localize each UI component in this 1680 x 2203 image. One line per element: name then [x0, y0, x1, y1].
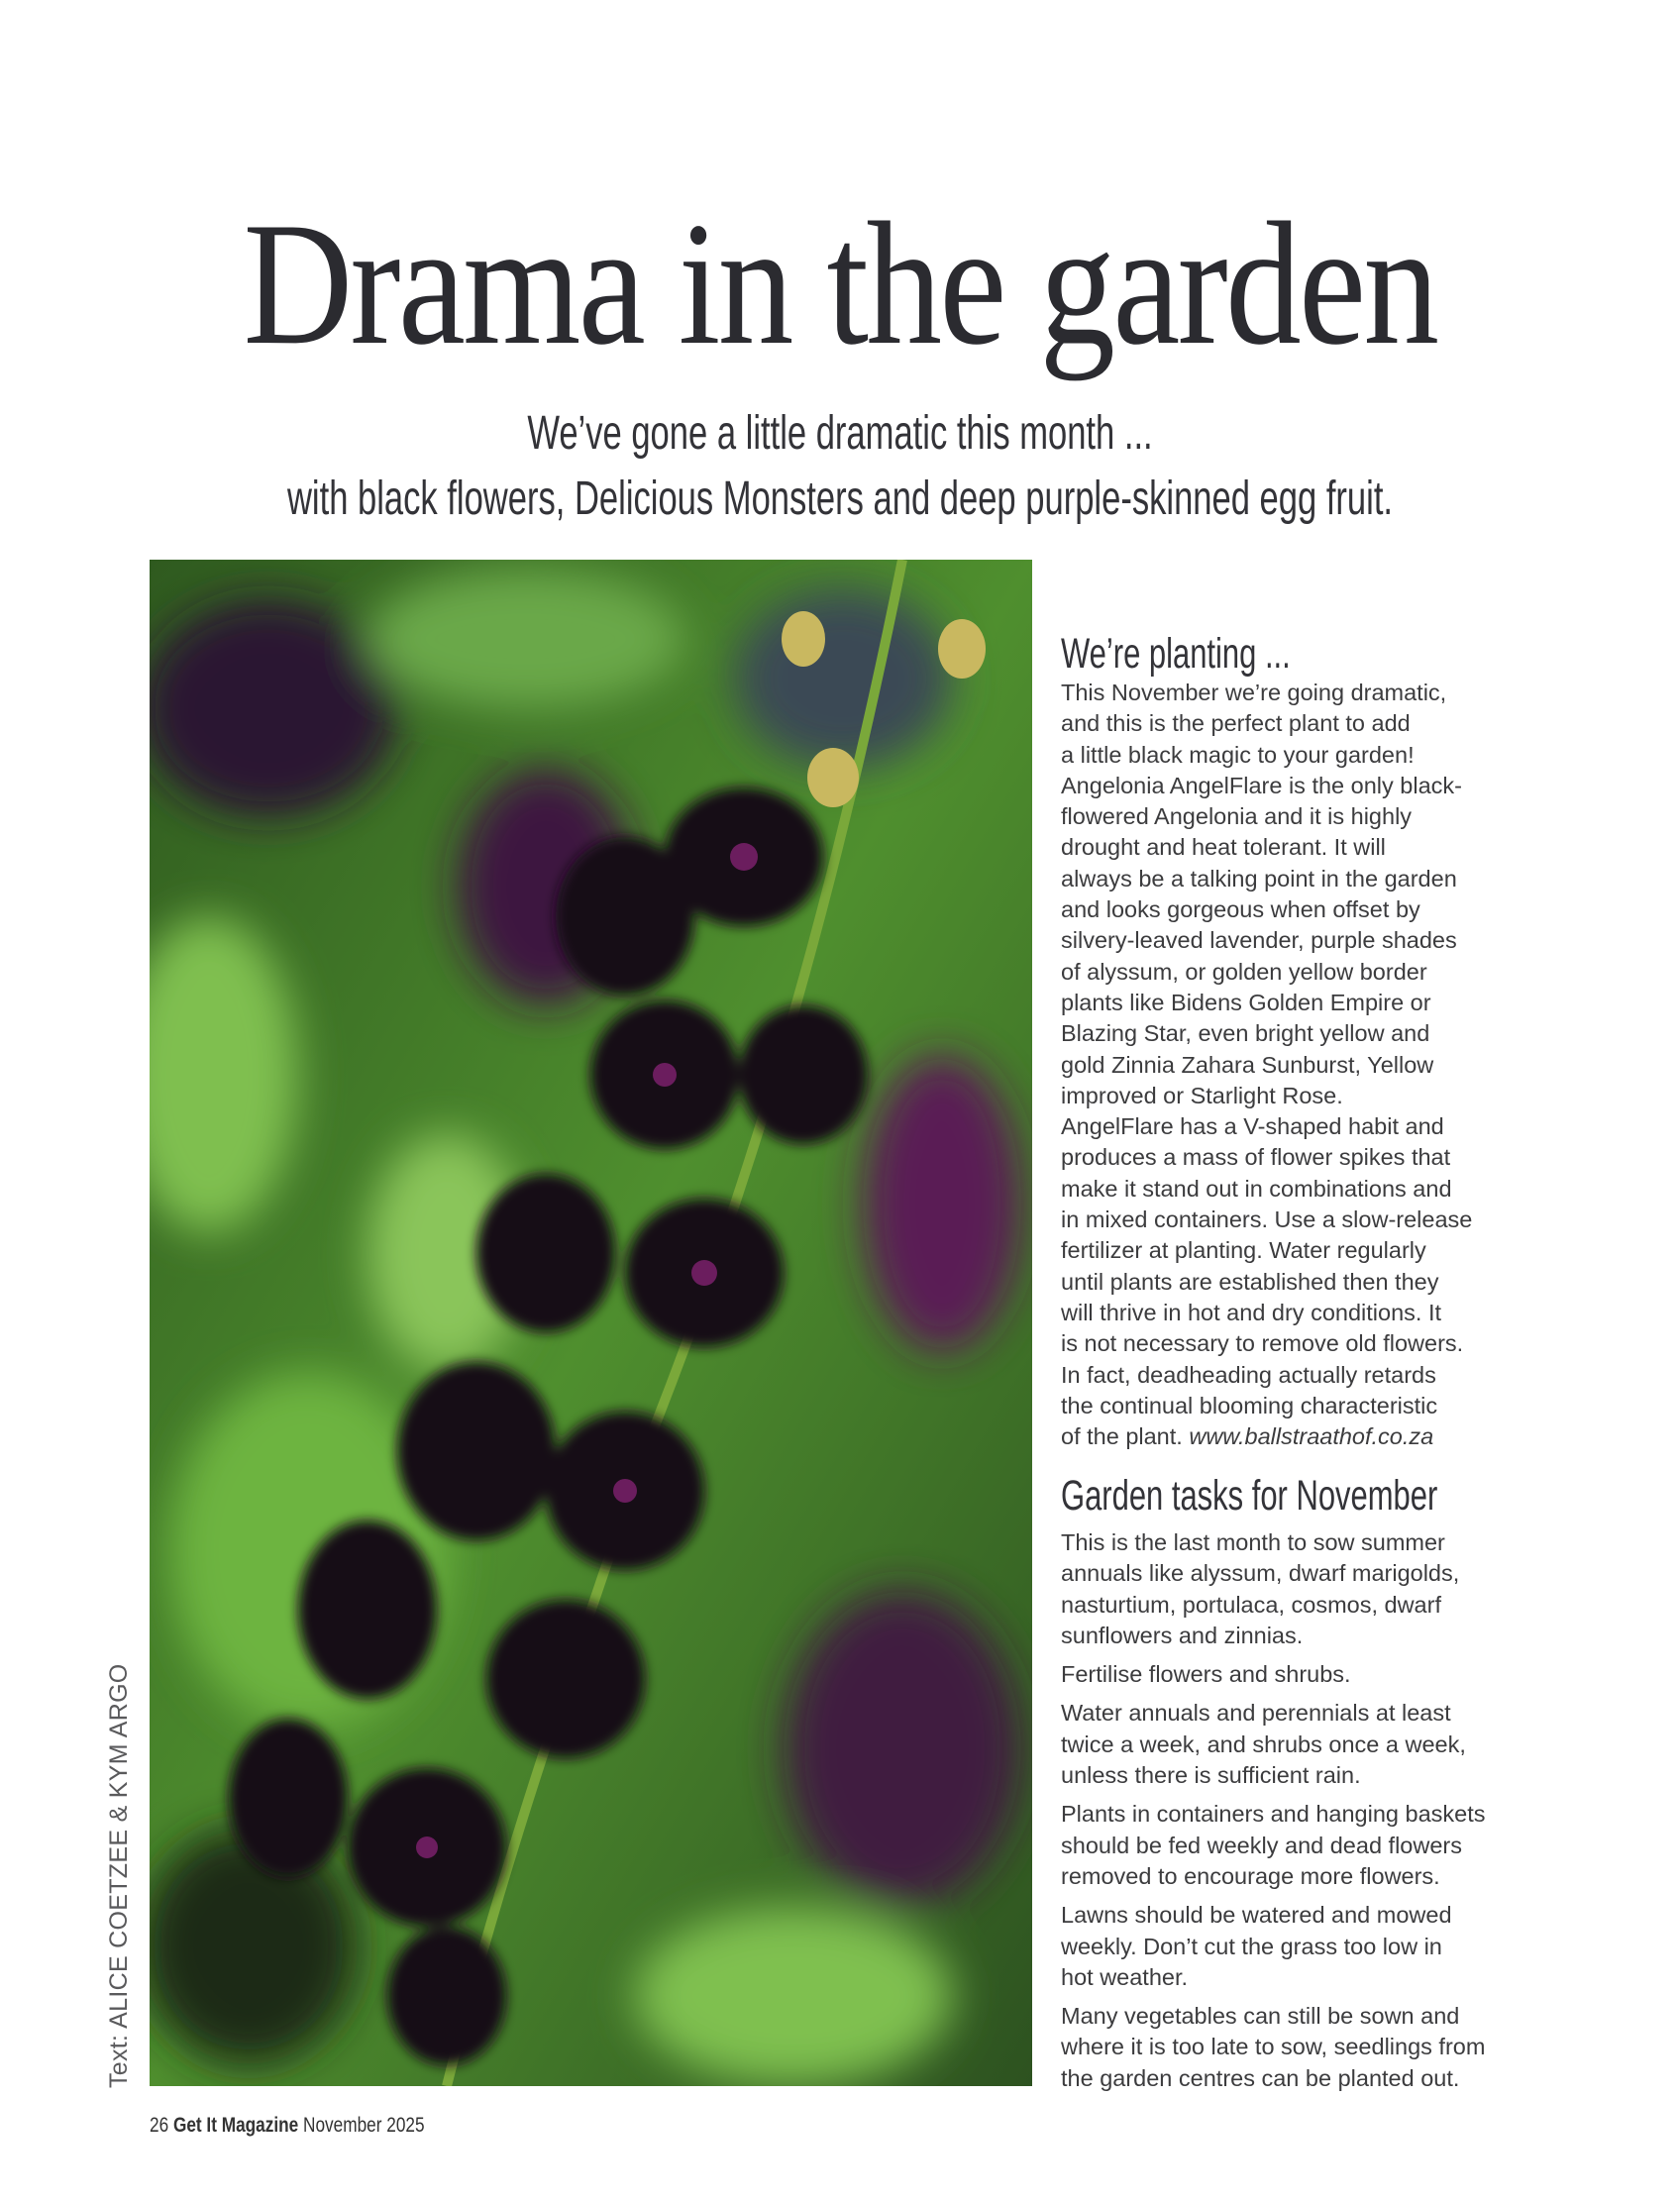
page-footer — [150, 2114, 425, 2138]
page-number: 26 — [150, 2114, 169, 2137]
task-line: Plants in containers and hanging baskets — [1061, 1801, 1486, 1828]
page-title: Drama in the garden — [243, 185, 1437, 381]
planting-line-text: gold Zinnia Zahara Sunburst, Yellow — [1061, 1051, 1434, 1078]
planting-line-text: always be a talking point in the garden — [1061, 865, 1457, 892]
planting-line — [1061, 1174, 1556, 1205]
planting-body — [1061, 678, 1556, 1452]
task-line: where it is too late to sow, seedlings from — [1061, 2034, 1486, 2060]
planting-line-text: is not necessary to remove old flowers. — [1061, 1330, 1464, 1357]
planting-line — [1061, 1018, 1556, 1049]
planting-line — [1061, 864, 1556, 894]
task-line: Many vegetables can still be sown and — [1061, 2003, 1460, 2030]
planting-line — [1061, 1298, 1556, 1328]
planting-line-text: will thrive in hot and dry conditions. It — [1061, 1299, 1442, 1325]
task-line: hot weather. — [1061, 1963, 1189, 1990]
planting-heading: We’re planting ... — [1061, 630, 1291, 678]
task-line: nasturtium, portulaca, cosmos, dwarf — [1061, 1591, 1441, 1618]
planting-line — [1061, 1235, 1556, 1266]
planting-line-text: until plants are established then they — [1061, 1268, 1439, 1295]
task-line: removed to encourage more flowers. — [1061, 1862, 1440, 1889]
task-line: twice a week, and shrubs once a week, — [1061, 1731, 1466, 1757]
planting-line-text: In fact, deadheading actually retards — [1061, 1361, 1436, 1388]
tasks-heading: Garden tasks for November — [1061, 1472, 1438, 1520]
planting-line — [1061, 1050, 1556, 1081]
angelonia-photo — [150, 560, 1032, 2086]
planting-line-text: of the plant. — [1061, 1423, 1183, 1450]
planting-line — [1061, 1205, 1556, 1235]
tasks-section — [1061, 1472, 1556, 2102]
planting-line — [1061, 1360, 1556, 1391]
planting-line — [1061, 1142, 1556, 1173]
planting-line — [1061, 708, 1556, 739]
planting-line — [1061, 988, 1556, 1018]
subtitle-line-2: with black flowers, Delicious Monsters and deep purple-skinned egg fruit. — [286, 472, 1394, 525]
planting-line-text: This November we’re going dramatic, — [1061, 680, 1447, 705]
planting-line-text: flowered Angelonia and it is highly — [1061, 803, 1413, 830]
task-line: sunflowers and zinnias. — [1061, 1622, 1304, 1648]
task-line: Fertilise flowers and shrubs. — [1061, 1661, 1351, 1688]
planting-line-text: the continual blooming characteristic — [1061, 1392, 1438, 1418]
planting-line — [1061, 1421, 1556, 1452]
task-line: Lawns should be watered and mowed — [1061, 1902, 1452, 1929]
planting-line-text: silvery-leaved lavender, purple shades — [1061, 927, 1457, 954]
issue-date: November 2025 — [303, 2114, 425, 2137]
planting-line-text: make it stand out in combinations and — [1061, 1175, 1452, 1202]
planting-line-text: in mixed containers. Use a slow-release — [1061, 1206, 1473, 1233]
planting-line-text: AngelFlare has a V-shaped habit and — [1061, 1113, 1444, 1140]
task-item — [1061, 2001, 1556, 2094]
planting-line — [1061, 1267, 1556, 1298]
planting-line-text: Blazing Star, even bright yellow and — [1061, 1020, 1430, 1047]
task-line: the garden centres can be planted out. — [1061, 2064, 1460, 2091]
planting-line-text: plants like Bidens Golden Empire or — [1061, 989, 1431, 1015]
task-line: This is the last month to sow summer — [1061, 1529, 1445, 1555]
planting-line-text: drought and heat tolerant. It will — [1061, 834, 1386, 861]
task-line: weekly. Don’t cut the grass too low in — [1061, 1933, 1442, 1959]
planting-line — [1061, 925, 1556, 956]
task-line: unless there is sufficient rain. — [1061, 1762, 1361, 1789]
author-credit: Text: ALICE COETZEE & KYM ARGO — [105, 1663, 133, 2088]
planting-line — [1061, 1328, 1556, 1359]
task-line: Water annuals and perennials at least — [1061, 1700, 1451, 1727]
planting-line — [1061, 740, 1556, 771]
planting-line — [1061, 957, 1556, 988]
planting-line-text: of alyssum, or golden yellow border — [1061, 958, 1427, 985]
task-item — [1061, 1900, 1556, 1993]
planting-line-text: improved or Starlight Rose. — [1061, 1082, 1343, 1108]
tasks-body — [1061, 1527, 1556, 2094]
magazine-name: Get It Magazine — [172, 2114, 299, 2137]
planting-line-text: a little black magic to your garden! — [1061, 741, 1415, 768]
subtitle-line-1: We’ve gone a little dramatic this month ... — [527, 407, 1153, 460]
planting-line — [1061, 1111, 1556, 1142]
task-item — [1061, 1659, 1556, 1690]
planting-line — [1061, 894, 1556, 925]
website-link[interactable]: www.ballstraathof.co.za — [1189, 1423, 1434, 1450]
task-item — [1061, 1527, 1556, 1651]
planting-line — [1061, 771, 1556, 801]
planting-line — [1061, 832, 1556, 863]
planting-line — [1061, 1081, 1556, 1111]
task-line: annuals like alyssum, dwarf marigolds, — [1061, 1560, 1460, 1587]
planting-line — [1061, 801, 1556, 832]
planting-line-text: and this is the perfect plant to add — [1061, 710, 1411, 737]
planting-section — [1061, 630, 1556, 1452]
planting-line-text: Angelonia AngelFlare is the only black- — [1061, 772, 1462, 798]
planting-line — [1061, 1391, 1556, 1421]
planting-line — [1061, 678, 1556, 708]
planting-line-text: fertilizer at planting. Water regularly — [1061, 1237, 1426, 1264]
task-line: should be fed weekly and dead flowers — [1061, 1832, 1462, 1858]
planting-line-text: and looks gorgeous when offset by — [1061, 896, 1420, 923]
planting-line-text: produces a mass of flower spikes that — [1061, 1144, 1451, 1171]
task-item — [1061, 1698, 1556, 1791]
task-item — [1061, 1799, 1556, 1892]
